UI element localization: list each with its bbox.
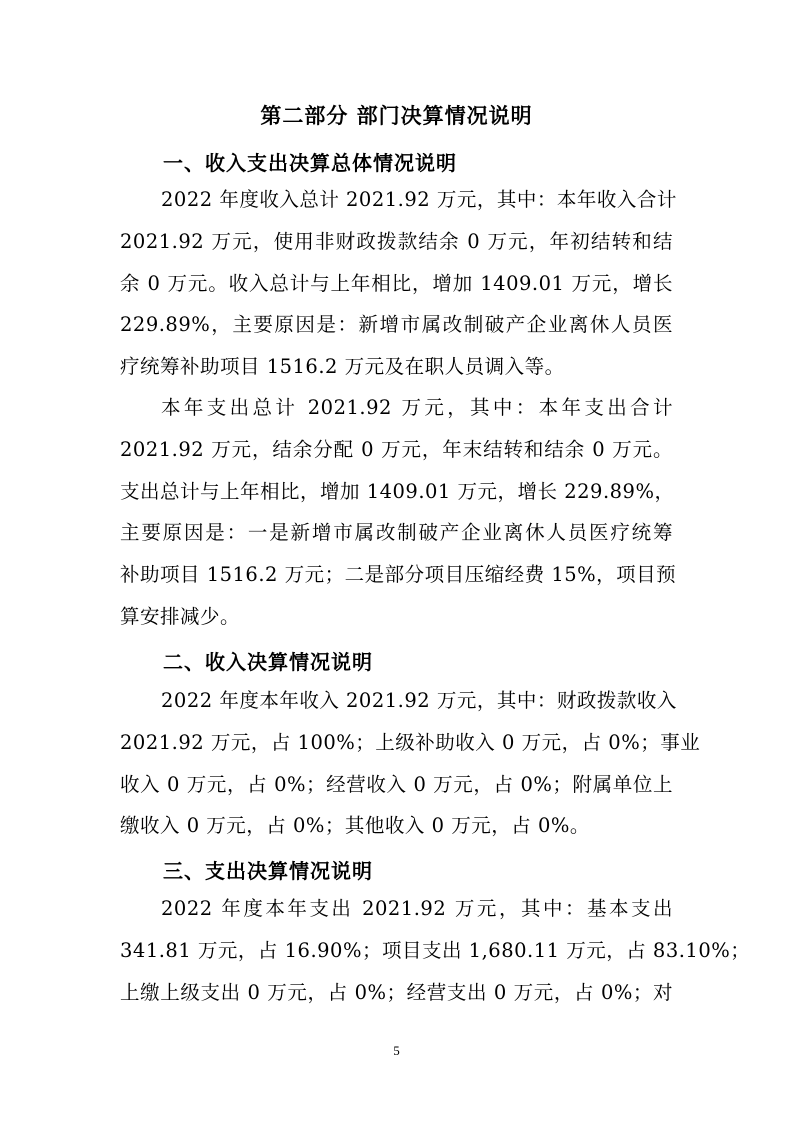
page-number: 5 [393,1043,400,1058]
text-line: 主要原因是：一是新增市属改制破产企业离休人员医疗统筹 [120,521,673,545]
section-heading-3: 三、支出决算情况说明 [163,859,373,883]
text-line: 229.89%，主要原因是：新增市属改制破产企业离休人员医 [120,313,673,337]
text-line: 收入 0 万元，占 0%；经营收入 0 万元，占 0%；附属单位上 [120,772,673,796]
text-line: 支出总计与上年相比，增加 1409.01 万元，增长 229.89%， [120,479,675,503]
text-line: 2021.92 万元，使用非财政拨款结余 0 万元，年初结转和结 [120,229,673,253]
page-title: 第二部分 部门决算情况说明 [260,104,533,128]
text-line: 2022 年度本年支出 2021.92 万元，其中：基本支出 [161,897,673,920]
paragraph-income-expense-total [120,179,677,388]
text-line: 补助项目 1516.2 万元；二是部分项目压缩经费 15%，项目预 [120,563,677,587]
text-line: 缴收入 0 万元，占 0%；其他收入 0 万元，占 0%。 [120,814,590,838]
text-line: 算安排减少。 [120,604,241,628]
text-line: 2022 年度本年收入 2021.92 万元，其中：财政拨款收入 [161,689,677,712]
paragraph-expense-detail [120,888,751,1013]
text-line: 2021.92 万元，占 100%；上级补助收入 0 万元，占 0%；事业 [120,730,701,754]
paragraph-expense-total [120,387,677,638]
text-line: 2022 年度收入总计 2021.92 万元，其中：本年收入合计 [161,188,677,211]
text-line: 2021.92 万元，结余分配 0 万元，年末结转和结余 0 万元。 [120,437,673,461]
section-heading-1: 一、收入支出决算总体情况说明 [163,151,457,175]
paragraph-income-detail [120,680,701,847]
text-line: 上缴上级支出 0 万元，占 0%；经营支出 0 万元，占 0%；对 [120,980,673,1004]
text-line: 本年支出总计 2021.92 万元，其中：本年支出合计 [161,396,673,419]
text-line: 余 0 万元。收入总计与上年相比，增加 1409.01 万元，增长 [120,271,673,295]
section-heading-2: 二、收入决算情况说明 [163,650,373,674]
text-line: 疗统筹补助项目 1516.2 万元及在职人员调入等。 [120,355,565,379]
text-line: 341.81 万元，占 16.90%；项目支出 1,680.11 万元，占 83.10%； [120,938,751,962]
